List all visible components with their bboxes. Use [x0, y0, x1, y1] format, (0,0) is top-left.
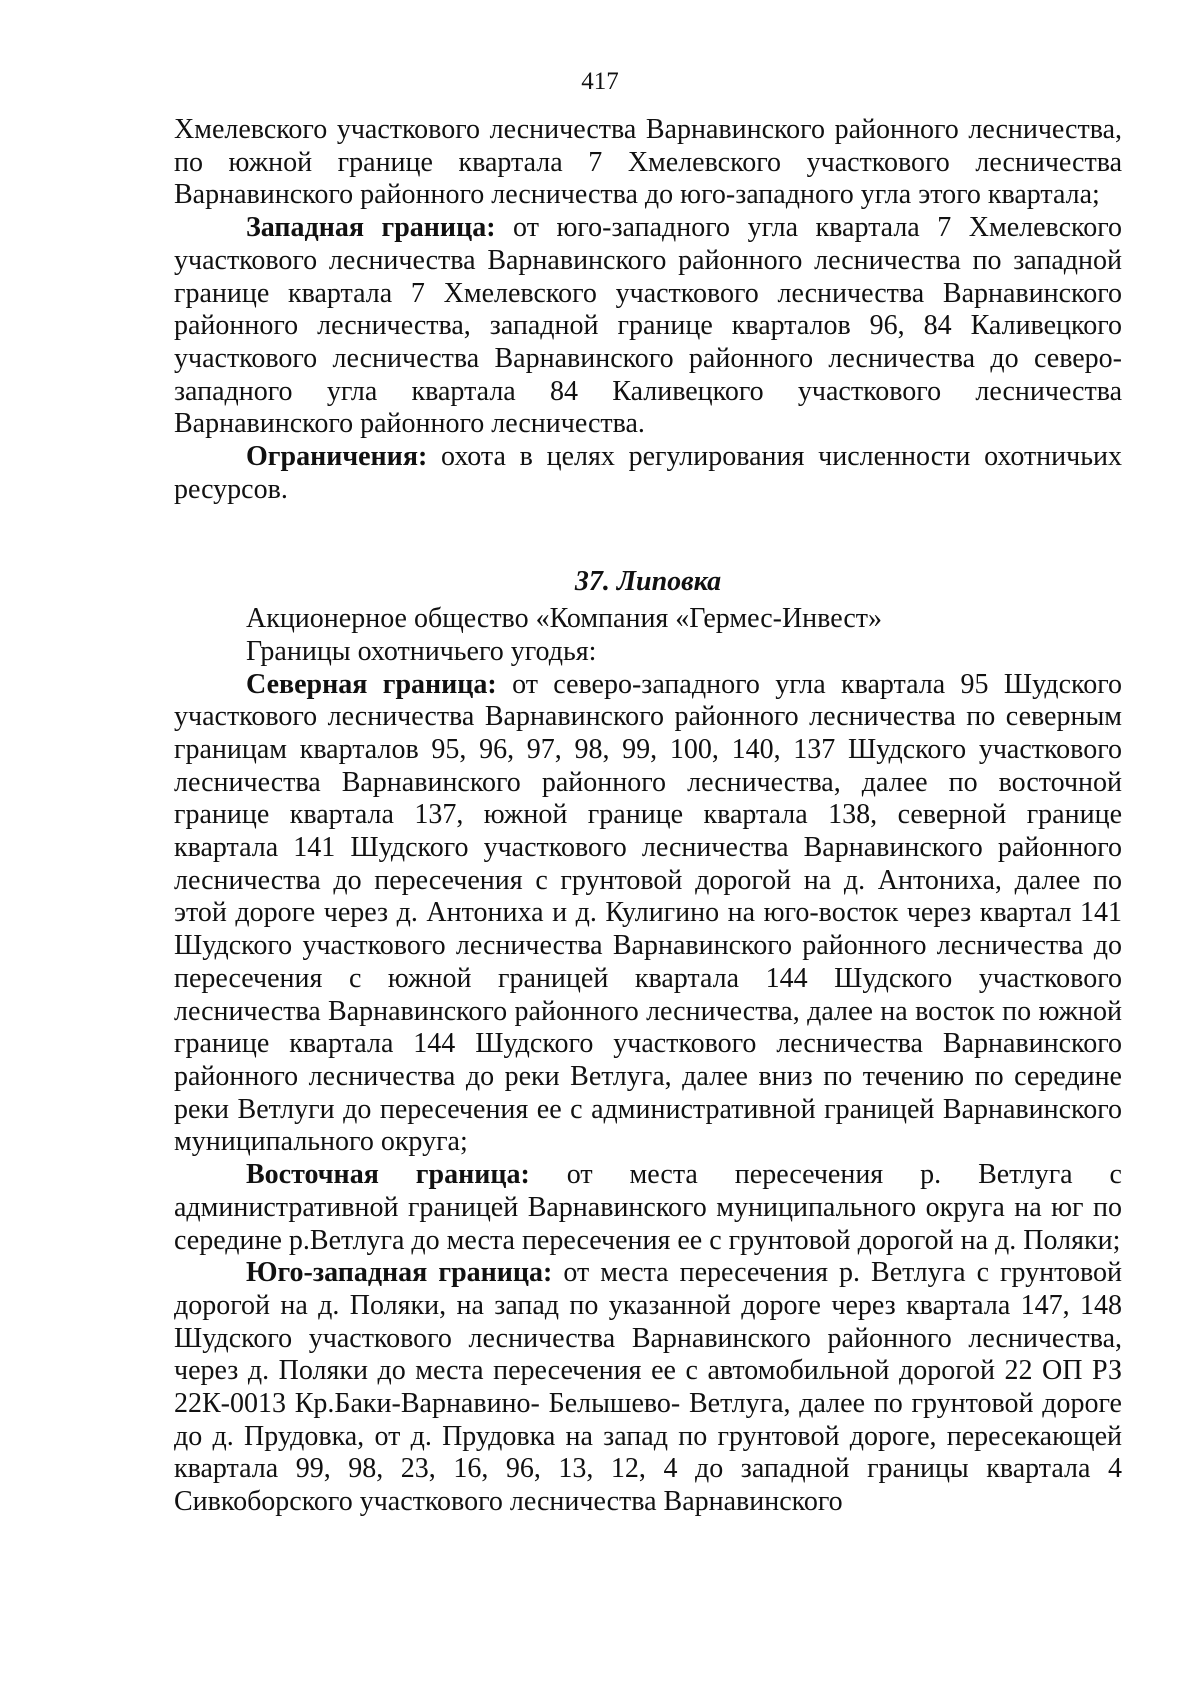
southwest-border-paragraph	[174, 1257, 1122, 1519]
east-border-paragraph	[174, 1159, 1122, 1257]
borders-heading: Границы охотничьего угодья:	[246, 635, 597, 667]
restrictions-paragraph	[174, 441, 1122, 506]
north-border-label: Северная граница:	[246, 668, 497, 700]
section-title: 37. Липовка	[574, 566, 722, 598]
east-border-text: от места пересечения р. Ветлуга с административной границей Варнавинского муниципального округа на юг по середине р.Ветлуга до места пересечения ее с грунтовой дорогой на д. Поляки;	[174, 1159, 1122, 1256]
intro-paragraph: Хмелевского участкового лесничества Варнавинского районного лесничества, по южной границе квартала 7 Хмелевского участкового лесничества Варнавинского районного лесничества до юго-западного угла этого квартала;	[174, 114, 1122, 211]
page-number: 417	[581, 68, 619, 95]
north-border-text: от северо-западного угла квартала 95 Шудского участкового лесничества Варнавинского районного лесничества по северным границам кварталов 95, 96, 97, 98, 99, 100, 140, 137 Шудского участкового лесничества Варнавинского районного лесничества, далее по восточной границе квартала 137, южной границе квартала 138, северной границе квартала 141 Шудского участкового лесничества Варнавинского районного лесничества до пересечения с грунтовой дорогой на д. Антониха, далее по этой дороге через д. Антониха и д. Кулигино на юго-восток через квартал 141 Шудского участкового лесничества Варнавинского районного лесничества до пересечения с южной границей квартала 144 Шудского участкового лесничества Варнавинского районного лесничества, далее на восток по южной границе квартала 144 Шудского участкового лесничества Варнавинского районного лесничества до реки Ветлуга, далее вниз по течению по середине реки Ветлуги до пересечения ее с административной границей Варнавинского муниципального округа;	[174, 668, 1122, 1158]
document-body	[174, 114, 1122, 1519]
west-border-text: от юго-западного угла квартала 7 Хмелевского участкового лесничества Варнавинского районного лесничества по западной границе квартала 7 Хмелевского участкового лесничества Варнавинского районного лесничества, западной границе кварталов 96, 84 Каливецкого участкового лесничества Варнавинского районного лесничества до северо-западного угла квартала 84 Каливецкого участкового лесничества Варнавинского районного лесничества.	[174, 212, 1123, 440]
east-border-label: Восточная граница:	[246, 1159, 530, 1191]
west-border-label: Западная граница:	[246, 212, 496, 244]
north-border-paragraph	[174, 669, 1122, 1160]
restrictions-label: Ограничения:	[246, 441, 428, 473]
restrictions-text: охота в целях регулирования численности охотничьих ресурсов.	[174, 441, 1122, 505]
southwest-border-text: от места пересечения р. Ветлуга с грунтовой дорогой на д. Поляки, на запад по указанной дороге через квартала 147, 148 Шудского участкового лесничества Варнавинского районного лесничества, через д. Поляки до места пересечения ее с автомобильной дорогой 22 ОП РЗ 22К-0013 Кр.Баки-Варнавино- Белышево- Ветлуга, далее по грунтовой дороге до д. Прудовка, от д. Прудовка на запад по грунтовой дороге, пересекающей квартала 99, 98, 23, 16, 96, 13, 12, 4 до западной границы квартала 4 Сивкоборского участкового лесничества Варнавинского	[174, 1257, 1122, 1518]
owner-line: Акционерное общество «Компания «Гермес-Инвест»	[246, 603, 883, 635]
southwest-border-label: Юго-западная граница:	[246, 1257, 553, 1289]
west-border-paragraph	[174, 212, 1122, 441]
